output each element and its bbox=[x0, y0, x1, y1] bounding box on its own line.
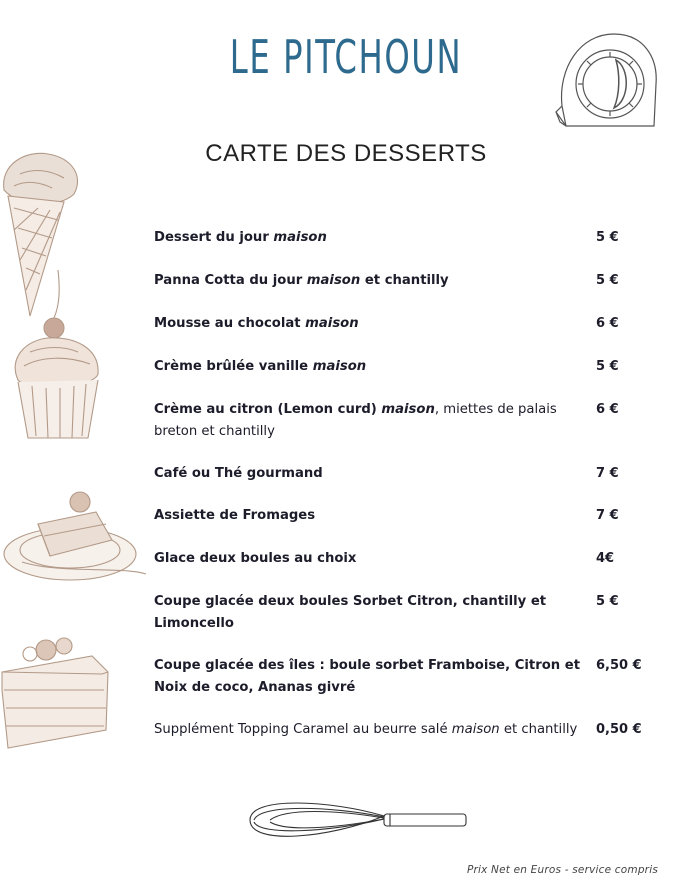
item-price: 7 € bbox=[596, 508, 619, 523]
item-price: 6 € bbox=[596, 316, 619, 331]
restaurant-name: LE PITCHOUN bbox=[229, 30, 463, 84]
menu-title: CARTE DES DESSERTS bbox=[205, 140, 487, 167]
item-name: Coupe glacée des îles : boule sorbet Framboise, Citron et Noix de coco, Ananas givré bbox=[154, 658, 581, 695]
item-name: Assiette de Fromages bbox=[154, 508, 316, 523]
menu-item bbox=[154, 719, 654, 741]
item-name: Glace deux boules au choix bbox=[154, 551, 357, 566]
item-name: Supplément Topping Caramel au beurre salé maison et chantilly bbox=[154, 722, 578, 737]
menu-item bbox=[154, 313, 654, 335]
menu-item bbox=[154, 270, 654, 292]
item-name: Café ou Thé gourmand bbox=[154, 466, 323, 481]
whisk-icon bbox=[246, 790, 468, 852]
menu-item bbox=[154, 399, 654, 443]
item-price: 4€ bbox=[596, 551, 615, 566]
kitchen-timer-icon bbox=[552, 28, 664, 132]
menu-item bbox=[154, 548, 654, 570]
menu-item bbox=[154, 463, 654, 485]
menu-item bbox=[154, 505, 654, 527]
item-name: Panna Cotta du jour maison et chantilly bbox=[154, 273, 449, 288]
footer-note: Prix Net en Euros - service compris bbox=[466, 864, 658, 876]
item-name: Crème au citron (Lemon curd) maison, miettes de palais breton et chantilly bbox=[154, 402, 557, 439]
menu-item bbox=[154, 356, 654, 378]
item-name: Crème brûlée vanille maison bbox=[154, 359, 367, 374]
item-name: Coupe glacée deux boules Sorbet Citron, chantilly et Limoncello bbox=[154, 594, 547, 631]
item-name: Dessert du jour maison bbox=[154, 230, 327, 245]
item-price: 5 € bbox=[596, 594, 619, 609]
item-price: 6 € bbox=[596, 402, 619, 417]
item-price: 6,50 € bbox=[596, 658, 642, 673]
tiramisu-plate-icon bbox=[0, 484, 150, 588]
menu-item bbox=[154, 227, 654, 249]
dessert-list bbox=[154, 227, 654, 741]
item-price: 5 € bbox=[596, 230, 619, 245]
menu-item bbox=[154, 655, 654, 699]
cupcake-icon bbox=[8, 270, 108, 445]
menu-item bbox=[154, 591, 654, 635]
item-price: 5 € bbox=[596, 273, 619, 288]
item-price: 0,50 € bbox=[596, 722, 642, 737]
cake-slice-icon bbox=[0, 632, 112, 752]
item-name: Mousse au chocolat maison bbox=[154, 316, 359, 331]
item-price: 5 € bbox=[596, 359, 619, 374]
item-price: 7 € bbox=[596, 466, 619, 481]
